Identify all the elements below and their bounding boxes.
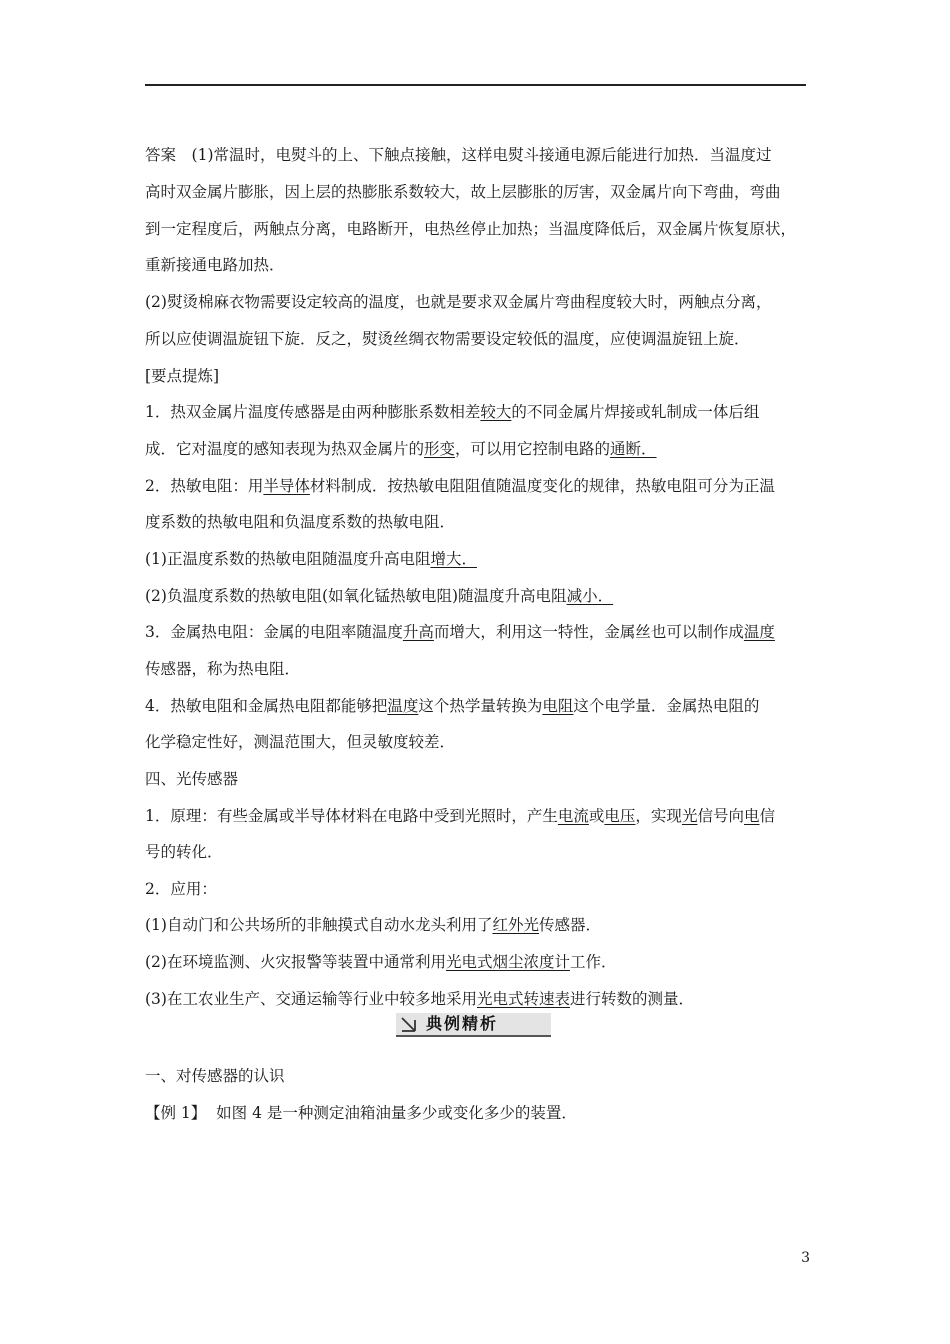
key-points-heading: [要点提炼] [145,367,220,385]
blank-answer: 温度 [387,697,419,715]
kp2-item-2: (2)负温度系数的热敏电阻(如氧化锰热敏电阻)随温度升高电阻减小． [145,587,614,605]
optical-heading: 四、光传感器 [145,770,239,788]
optical-app-3: (3)在工农业生产、交通运输等行业中较多地采用光电式转速表进行转数的测量． [145,990,694,1008]
blank-answer: 电压 [604,807,636,825]
blank-answer: 电 [743,807,760,825]
kp4-line-1: 4．热敏电阻和金属热电阻都能够把温度这个热学量转换为电阻这个电学量．金属热电阻的 [145,697,760,715]
kp4-line-2: 化学稳定性好，测温范围大，但灵敏度较差． [145,733,456,751]
answer-line-1: 答案 (1)常温时，电熨斗的上、下触点接触，这样电熨斗接通电源后能进行加热．当温度过 [145,146,772,164]
header-rule [145,84,806,86]
answer-line-6: 所以应使调温旋钮下旋．反之，熨烫丝绸衣物需要设定较低的温度，应使调温旋钮上旋． [145,330,750,348]
kp2-line-2: 度系数的热敏电阻和负温度系数的热敏电阻． [145,513,456,531]
answer-label: 答案 [145,146,177,164]
answer-line-3: 到一定程度后，两触点分离，电路断开，电热丝停止加热；当温度降低后，双金属片恢复原状， [145,220,797,238]
blank-answer: 增大． [430,550,477,568]
optical-app-1: (1)自动门和公共场所的非触摸式自动水龙头利用了红外光传感器． [145,916,601,934]
optical-p2: 2．应用： [145,880,217,898]
section-title: 典例精析 [426,1014,499,1033]
blank-answer: 光电式烟尘浓度计 [445,953,570,971]
blank-answer: 光电式转速表 [476,990,570,1008]
kp2-line-1: 2．热敏电阻：用半导体材料制成．按热敏电阻阻值随温度变化的规律，热敏电阻可分为正温 [145,477,775,495]
kp1-line-2: 成．它对温度的感知表现为热双金属片的形变，可以用它控制电路的通断． [145,440,657,458]
answer-line-5: (2)熨烫棉麻衣物需要设定较高的温度，也就是要求双金属片弯曲程度较大时，两触点分离， [145,293,772,311]
page-number: 3 [801,1250,810,1266]
kp3-line-1: 3．金属热电阻：金属的电阻率随温度升高而增大，利用这一特性，金属丝也可以制作成温度 [145,623,775,641]
section-banner [396,1013,551,1039]
kp1-line-1: 1．热双金属片温度传感器是由两种膨胀系数相差较大的不同金属片焊接或轧制成一体后组 [145,403,760,421]
blank-answer: 通断． [610,440,657,458]
answer-line-4: 重新接通电路加热． [145,256,285,274]
blank-answer: 升高 [402,623,434,641]
example-1 [145,1103,810,1123]
example-text: 如图 4 是一种测定油箱油量多少或变化多少的装置． [216,1104,577,1122]
blank-answer: 形变 [424,440,456,458]
optical-p1-line-2: 号的转化． [145,843,223,861]
sub-heading: 一、对传感器的认识 [145,1067,285,1085]
example-label: 【例 1】 [145,1104,207,1122]
blank-answer: 红外光 [492,916,539,934]
blank-answer: 温度 [743,623,775,641]
optical-app-2: (2)在环境监测、火灾报警等装置中通常利用光电式烟尘浓度计工作． [145,953,617,971]
blank-answer: 电流 [557,807,589,825]
blank-answer: 减小． [566,587,614,605]
blank-answer: 较大 [480,403,512,421]
blank-answer: 光 [681,807,698,825]
kp2-item-1: (1)正温度系数的热敏电阻随温度升高电阻增大． [145,550,477,568]
corner-arrow-icon [401,1017,416,1032]
optical-p1-line-1: 1．原理：有些金属或半导体材料在电路中受到光照时，产生电流或电压，实现光信号向电信 [145,807,775,825]
answer-line-2: 高时双金属片膨胀，因上层的热膨胀系数较大，故上层膨胀的厉害，双金属片向下弯曲，弯曲 [145,183,781,201]
kp3-line-2: 传感器，称为热电阻． [145,660,301,678]
blank-answer: 电阻 [542,697,574,715]
section-underline [396,1035,551,1037]
blank-answer: 半导体 [263,477,310,495]
